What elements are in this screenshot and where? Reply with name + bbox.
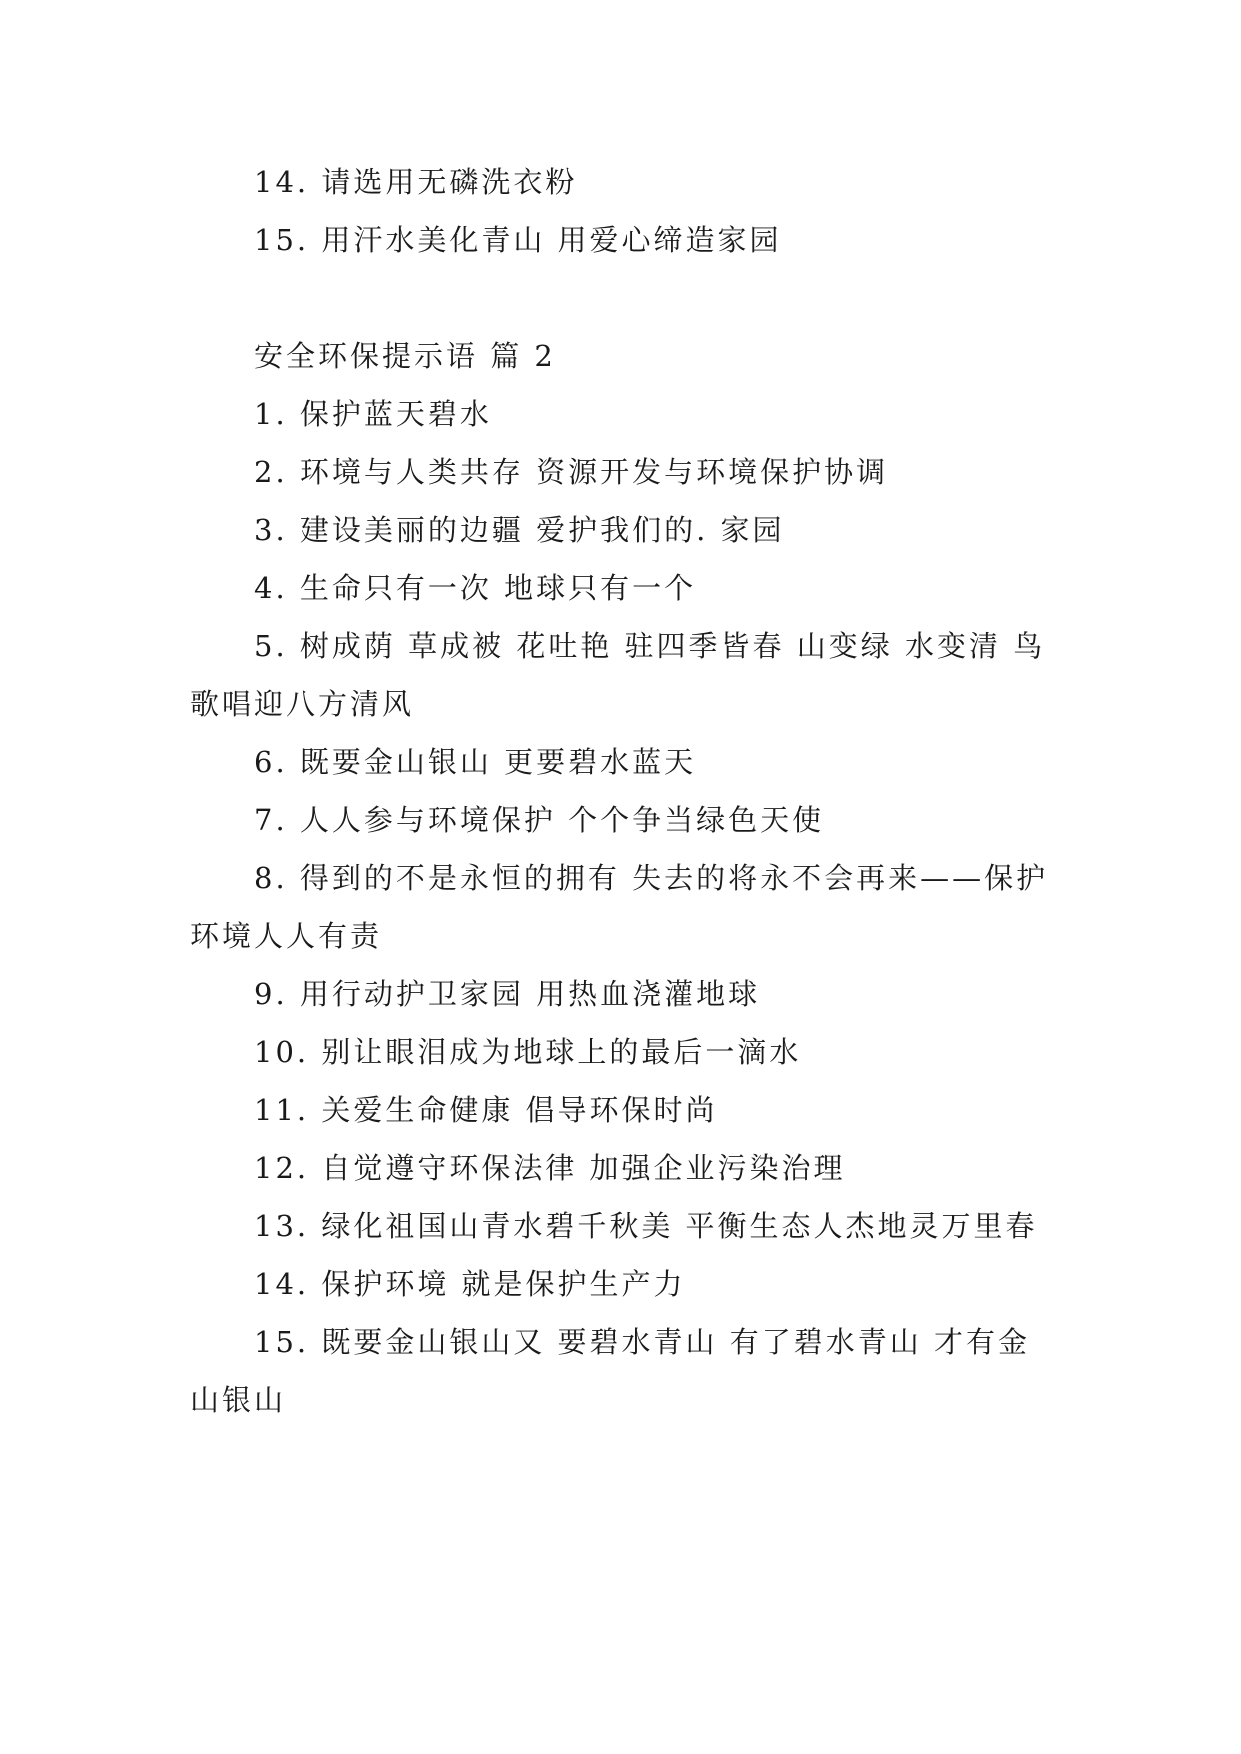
list-item: 14. 保护环境 就是保护生产力 — [254, 1267, 686, 1301]
list-item: 6. 既要金山银山 更要碧水蓝天 — [254, 745, 697, 779]
section-spacer — [190, 269, 1050, 327]
section-heading: 安全环保提示语 篇 2 — [254, 339, 556, 373]
list-item: 4. 生命只有一次 地球只有一个 — [254, 571, 697, 605]
document-body — [190, 153, 1050, 1429]
list-item: 3. 建设美丽的边疆 爱护我们的. 家园 — [254, 513, 785, 547]
list-item: 2. 环境与人类共存 资源开发与环境保护协调 — [254, 455, 889, 489]
list-item: 13. 绿化祖国山青水碧千秋美 平衡生态人杰地灵万里春 — [254, 1209, 1038, 1243]
list-item: 15. 用汗水美化青山 用爱心缔造家园 — [254, 223, 782, 257]
list-item: 10. 别让眼泪成为地球上的最后一滴水 — [254, 1035, 802, 1069]
list-item: 5. 树成荫 草成被 花吐艳 驻四季皆春 山变绿 水变清 鸟歌唱迎八方清风 — [190, 629, 1046, 721]
list-item: 14. 请选用无磷洗衣粉 — [254, 165, 578, 199]
list-item: 12. 自觉遵守环保法律 加强企业污染治理 — [254, 1151, 846, 1185]
list-item: 1. 保护蓝天碧水 — [254, 397, 492, 431]
list-item: 7. 人人参与环境保护 个个争当绿色天使 — [254, 803, 825, 837]
list-item: 8. 得到的不是永恒的拥有 失去的将永不会再来——保护环境人人有责 — [190, 861, 1049, 953]
list-item: 15. 既要金山银山又 要碧水青山 有了碧水青山 才有金山银山 — [190, 1325, 1030, 1417]
list-item: 11. 关爱生命健康 倡导环保时尚 — [254, 1093, 718, 1127]
list-item: 9. 用行动护卫家园 用热血浇灌地球 — [254, 977, 761, 1011]
